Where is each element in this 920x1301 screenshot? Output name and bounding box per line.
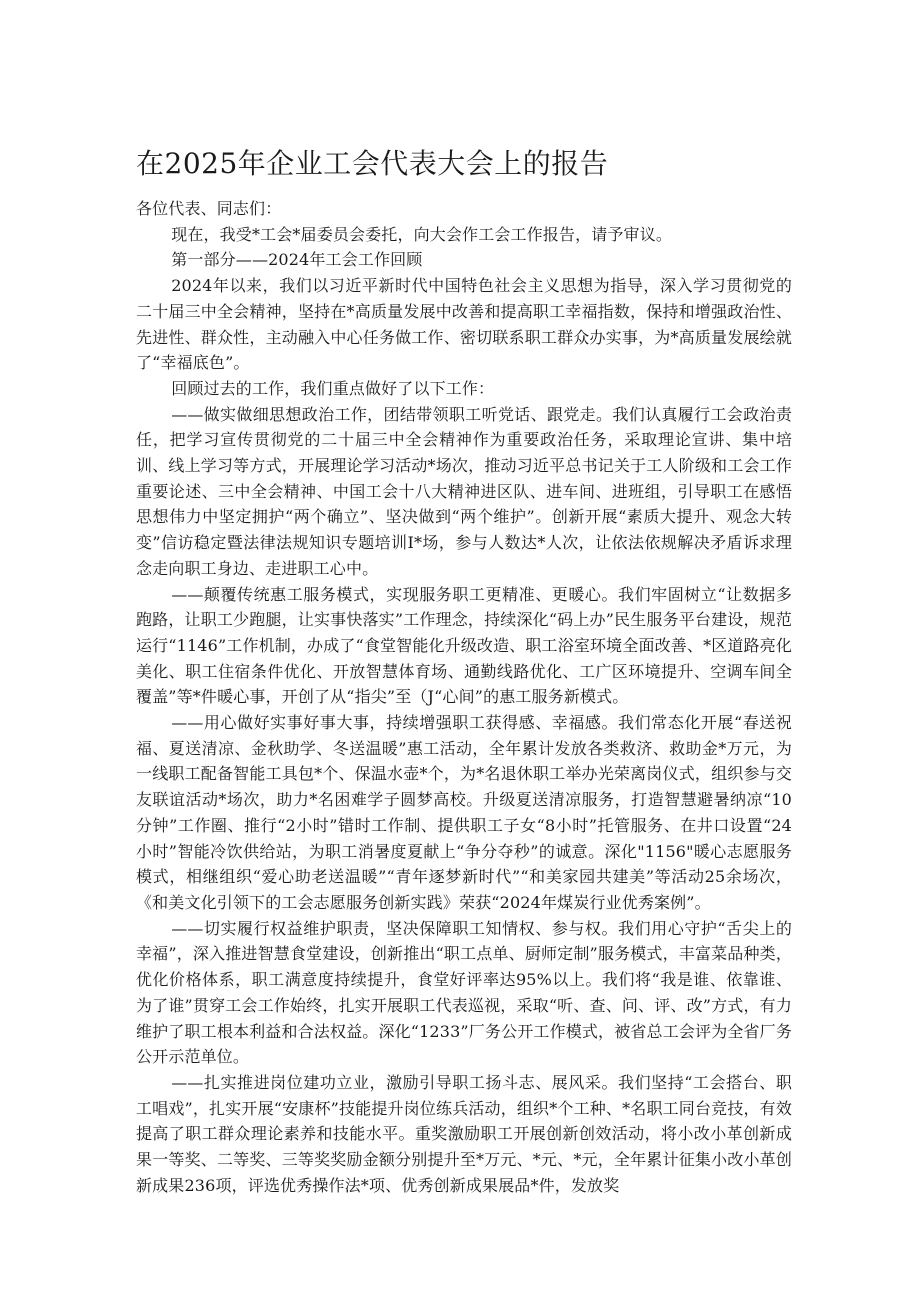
paragraph-political-work: ——做实做细思想政治工作，团结带领职工听党话、跟党走。我们认真履行工会政治责任，把学习宣传贯彻党的二十届三中全会精神作为重要政治任务，采取理论宣讲、集中培训、线上学习等方式，开展理论学习活动*场次，推动习近平总书记关于工人阶级和工会工作重要论述、三中全会精神、中国工会十八大精神进区队、进车间、进班组，引导职工在感悟思想伟力中坚定拥护“两个确立”、坚决做到“两个维护”。创新开展“素质大提升、观念大转变”信访稳定暨法律法规知识专题培训I*场，参与人数达*人次，让依法依规解决矛盾诉求理念走向职工身边、走进职工心中。 <box>136 404 792 578</box>
document-body <box>136 196 792 1198</box>
paragraph-review: 回顾过去的工作，我们重点做好了以下工作： <box>171 378 495 398</box>
paragraph-service-model: ——颠覆传统惠工服务模式，实现服务职工更精准、更暖心。我们牢固树立“让数据多跑路，让职工少跑腿，让实事快落实”工作理念，持续深化“码上办”民生服务平台建设，规范运行“1146”工作机制，办成了“食堂智能化升级改造、职工浴室环境全面改善、*区道路亮化美化、职工住宿条件优化、开放智慧体育场、通勤线路优化、工广区环境提升、空调车间全覆盖”等*件暖心事，开创了从“指尖”至（J“心间”的惠工服务新模式。 <box>136 584 792 707</box>
paragraph-job-achievement: ——扎实推进岗位建功立业，激励引导职工扬斗志、展风采。我们坚持“工会搭台、职工唱戏”，扎实开展“安康杯”技能提升岗位练兵活动，组织*个工种、*名职工同台竞技，有效提高了职工群众理论素养和技能水平。重奖激励职工开展创新创效活动，将小改小革创新成果一等奖、二等奖、三等奖奖励金额分别提升至*万元、*元、*元，全年累计征集小改小革创新成果236项，评选优秀操作法*项、优秀创新成果展品*件，发放奖 <box>136 1072 792 1195</box>
paragraph-intro: 现在，我受*工会*届委员会委托，向大会作工会工作报告，请予审议。 <box>171 224 672 244</box>
document-title: 在2025年企业工会代表大会上的报告 <box>136 147 609 180</box>
paragraph-overview: 2024年以来，我们以习近平新时代中国特色社会主义思想为指导，深入学习贯彻党的二十届三中全会精神，坚持在*高质量发展中改善和提高职工幸福指数，保持和增强政治性、先进性、群众性，主动融入中心任务做工作、密切联系职工群众办实事，为*高质量发展绘就了“幸福底色”。 <box>136 276 792 373</box>
paragraph-practical-matters: ——用心做好实事好事大事，持续增强职工获得感、幸福感。我们常态化开展“春送祝福、夏送清凉、金秋助学、冬送温暖”惠工活动，全年累计发放各类救济、救助金*万元，为一线职工配备智能工具包*个、保温水壶*个，为*名退休职工举办光荣离岗仪式，组织参与交友联谊活动*场次，助力*名困难学子圆梦高校。升级夏送清凉服务，打造智慧避暑纳凉“10分钟”工作圈、推行“2小时”错时工作制、提供职工子女“8小时”托管服务、在井口设置“24小时”智能冷饮供给站，为职工消暑度夏献上“争分夺秒”的诚意。深化"1156"暖心志愿服务模式，相继组织“爱心助老送温暖”“青年逐梦新时代”“和美家园共建美”等活动25余场次，《和美文化引领下的工会志愿服务创新实践》荣获“2024年煤炭行业优秀案例”。 <box>136 713 792 912</box>
paragraph-rights-protection: ——切实履行权益维护职责，坚决保障职工知情权、参与权。我们用心守护“舌尖上的幸福”，深入推进智慧食堂建设，创新推出“职工点单、厨师定制”服务模式，丰富菜品种类，优化价格体系，职工满意度持续提升，食堂好评率达95%以上。我们将“我是谁、依靠谁、为了谁”贯穿工会工作始终，扎实开展职工代表巡视，采取“听、查、问、评、改”方式，有力维护了职工根本利益和合法权益。深化“1233”厂务公开工作模式，被省总工会评为全省厂务公开示范单位。 <box>136 918 792 1067</box>
salutation: 各位代表、同志们： <box>136 199 282 218</box>
section-heading: 第一部分——2024年工会工作回顾 <box>171 250 423 270</box>
